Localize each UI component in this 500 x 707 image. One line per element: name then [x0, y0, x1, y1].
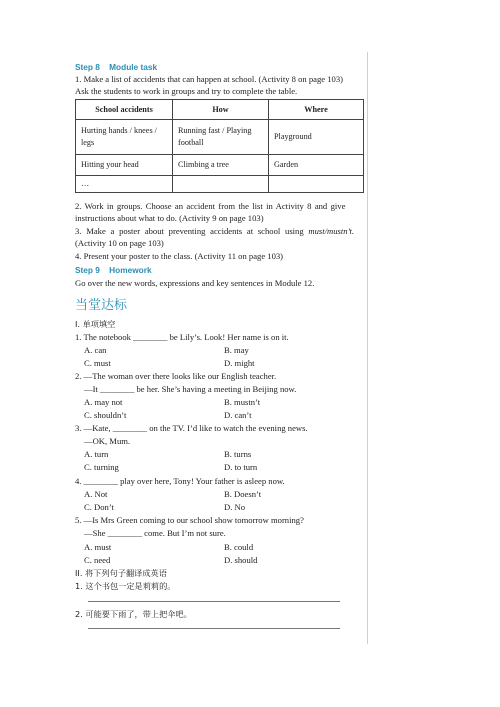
table-header-row	[76, 100, 364, 120]
step9-heading: Step 9 Homework	[75, 265, 152, 275]
translation-item: 2. 可能要下雨了，带上把伞吧。	[75, 609, 192, 619]
table-cell	[269, 176, 364, 193]
task4-line: 4. Present your poster to the class. (Activity 11 on page 103)	[75, 251, 284, 261]
question-stem: 2. —The woman over there looks like our English teacher.	[75, 371, 277, 381]
part1-title: I. 单项填空	[75, 319, 116, 329]
question-stem-line2: —It ________ be her. She’s having a meeting in Beijing now.	[84, 384, 297, 394]
question-stem: 3. —Kate, ________ on the TV. I’d like to watch the evening news.	[75, 423, 308, 433]
option-a: A. may not	[84, 397, 123, 407]
table-cell: Hitting your head	[76, 155, 173, 176]
table-cell: Garden	[269, 155, 364, 176]
answer-line	[88, 601, 340, 602]
option-d: D. No	[224, 502, 246, 512]
task1-line2: Ask the students to work in groups and try to complete the table.	[75, 86, 298, 96]
task2-line1: 2. Work in groups. Choose an accident from the list in Activity 8 and give	[75, 201, 346, 211]
option-c: C. shouldn’t	[84, 410, 127, 420]
answer-line	[88, 628, 340, 629]
task3-line2: (Activity 10 on page 103)	[75, 238, 164, 248]
option-a: A. can	[84, 345, 107, 355]
accidents-table	[75, 99, 364, 193]
table-cell: Playground	[269, 120, 364, 155]
table-header: How	[173, 100, 269, 120]
section-heading: 当堂达标	[75, 298, 128, 313]
task2-line2: instructions about what to do. (Activity 9 on page 103)	[75, 213, 264, 223]
table-row	[76, 176, 364, 193]
step8-heading: Step 8 Module task	[75, 62, 158, 72]
option-d: D. can’t	[224, 410, 252, 420]
task1-line1: 1. Make a list of accidents that can happen at school. (Activity 8 on page 103)	[75, 74, 343, 84]
table-header: Where	[269, 100, 364, 120]
option-b: B. may	[224, 345, 249, 355]
option-b: B. could	[224, 542, 254, 552]
table-cell	[173, 176, 269, 193]
question-stem: 1. The notebook ________ be Lily’s. Look! Her name is on it.	[75, 332, 289, 342]
option-d: D. might	[224, 358, 255, 368]
question-stem: 5. —Is Mrs Green coming to our school show tomorrow morning?	[75, 515, 304, 525]
option-c: C. turning	[84, 462, 119, 472]
task3-line1: 3. Make a poster about preventing accidents at school using must/mustn’t.	[75, 226, 354, 236]
question-stem-line2: —She ________ come. But I’m not sure.	[84, 528, 226, 538]
option-c: C. Don’t	[84, 502, 114, 512]
table-row	[76, 120, 364, 155]
part2-title: II. 将下列句子翻译成英语	[75, 568, 167, 578]
translation-item: 1. 这个书包一定是莉莉的。	[75, 581, 176, 591]
table-cell: Running fast / Playing football	[173, 120, 269, 155]
table-header: School accidents	[76, 100, 173, 120]
option-a: A. must	[84, 542, 112, 552]
option-a: A. Not	[84, 489, 108, 499]
page-margin-rule	[367, 52, 368, 644]
option-c: C. need	[84, 555, 111, 565]
option-d: D. should	[224, 555, 258, 565]
homework-line: Go over the new words, expressions and key sentences in Module 12.	[75, 278, 315, 288]
table-row	[76, 155, 364, 176]
option-a: A. turn	[84, 449, 109, 459]
option-b: B. mustn’t	[224, 397, 261, 407]
option-b: B. Doesn’t	[224, 489, 262, 499]
option-c: C. must	[84, 358, 111, 368]
table-cell: Climbing a tree	[173, 155, 269, 176]
question-stem: 4. ________ play over here, Tony! Your father is asleep now.	[75, 476, 285, 486]
question-stem-line2: —OK, Mum.	[84, 436, 131, 446]
table-cell: Hurting hands / knees / legs	[76, 120, 173, 155]
option-d: D. to turn	[224, 462, 258, 472]
option-b: B. turns	[224, 449, 252, 459]
table-cell: …	[76, 176, 173, 193]
